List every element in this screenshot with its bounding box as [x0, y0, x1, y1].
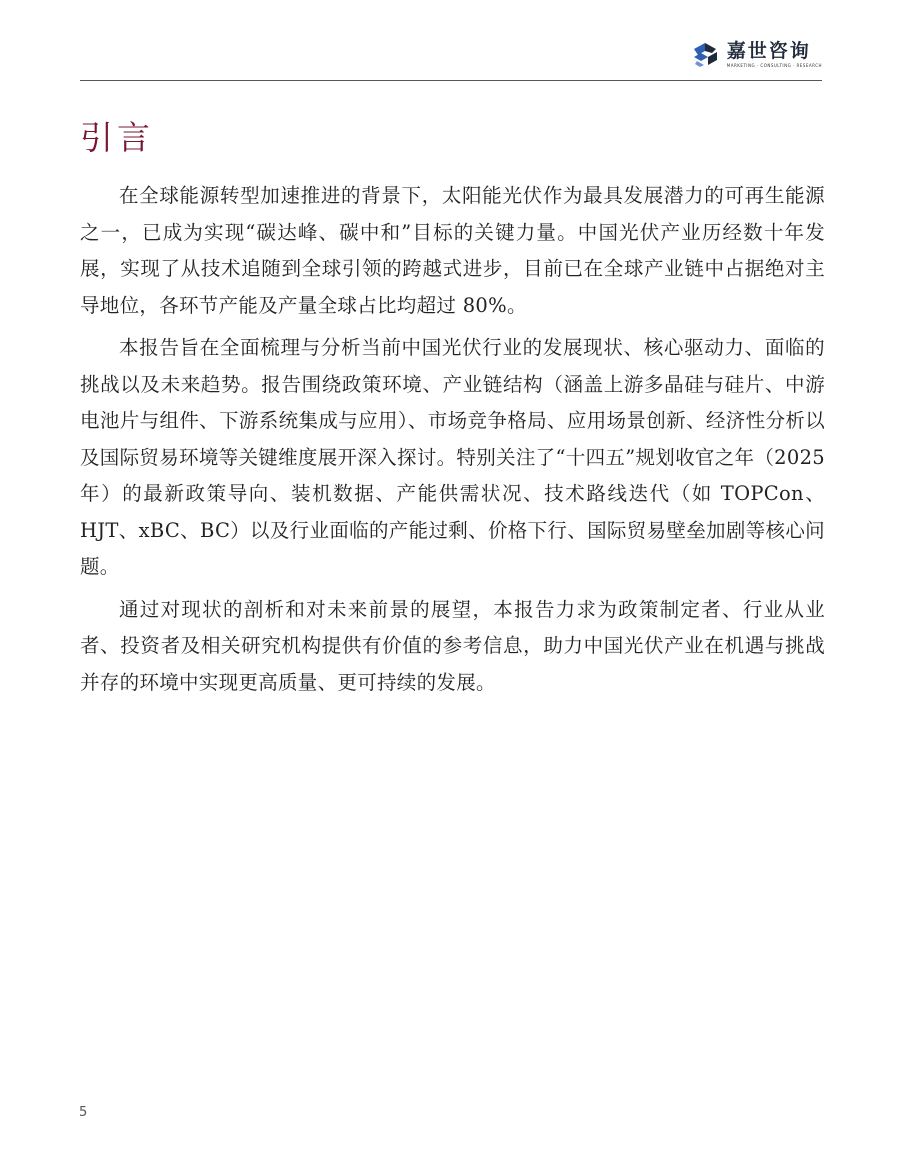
jiashi-logo-icon: [691, 40, 721, 68]
brand-name: 嘉世咨询: [726, 39, 811, 62]
brand-tagline: MARKETING · CONSULTING · RESEARCH: [726, 62, 822, 68]
paragraph-2: 本报告旨在全面梳理与分析当前中国光伏行业的发展现状、核心驱动力、面临的挑战以及未来趋势。报告围绕政策环境、产业链结构（涵盖上游多晶硅与硅片、中游电池片与组件、下游系统集成与应用）、市场竞争格局、应用场景创新、经济性分析以及国际贸易环境等关键维度展开深入探讨。特别关注了“十四五”规划收官之年（2025 年）的最新政策导向、装机数据、产能供需状况、技术路线迭代（如 TOPCon、HJT、xBC、BC）以及行业面临的产能过剩、价格下行、国际贸易壁垒加剧等核心问题。: [80, 336, 825, 578]
page-header: [80, 30, 822, 81]
section-title: 引言: [80, 118, 154, 157]
paragraph-1: 在全球能源转型加速推进的背景下，太阳能光伏作为最具发展潜力的可再生能源之一，已成为实现“碳达峰、碳中和”目标的关键力量。中国光伏产业历经数十年发展，实现了从技术追随到全球引领的跨越式进步，目前已在全球产业链中占据绝对主导地位，各环节产能及产量全球占比均超过 80%。: [80, 184, 825, 317]
page-number: 5: [79, 1105, 88, 1120]
paragraph-3: 通过对现状的剖析和对未来前景的展望，本报告力求为政策制定者、行业从业者、投资者及相关研究机构提供有价值的参考信息，助力中国光伏产业在机遇与挑战并存的环境中实现更高质量、更可持续的发展。: [80, 597, 825, 694]
brand: [691, 40, 822, 68]
body-text: [80, 178, 825, 707]
